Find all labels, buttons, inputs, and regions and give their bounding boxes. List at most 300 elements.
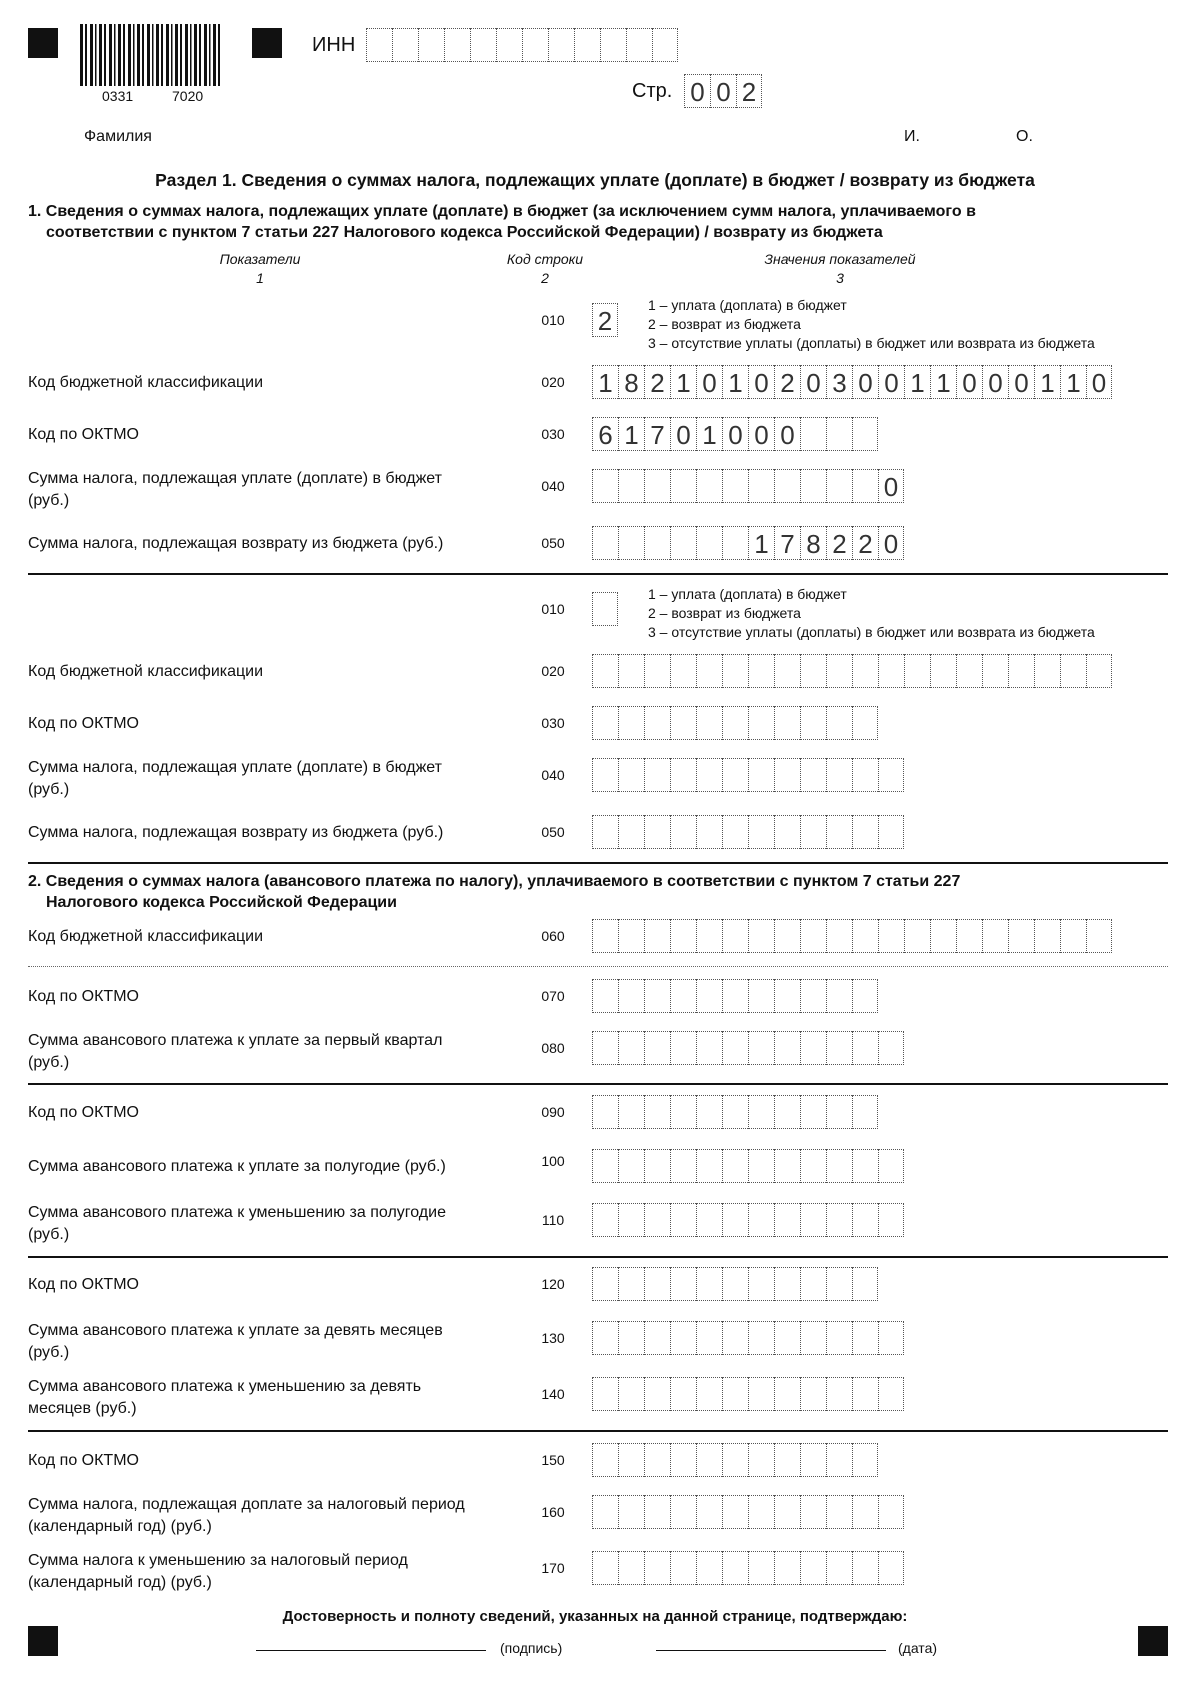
advance-half-year-field-cell[interactable] <box>774 1149 800 1183</box>
oktmo-field-cell[interactable]: 0 <box>670 417 696 451</box>
tax-refund-field-cell[interactable] <box>618 526 644 560</box>
tax-payable-field-cell[interactable] <box>852 758 878 792</box>
advance-half-year-field-cell[interactable] <box>852 1149 878 1183</box>
kbk-field-cell[interactable] <box>826 654 852 688</box>
advance-q1-field-cell[interactable] <box>670 1031 696 1065</box>
tax-payable-field-cell[interactable] <box>748 758 774 792</box>
oktmo-field-cell[interactable]: 6 <box>592 417 618 451</box>
kbk-field-060-cell[interactable] <box>930 919 956 953</box>
oktmo-field-090-cell[interactable] <box>748 1095 774 1129</box>
kbk-field-060-cell[interactable] <box>826 919 852 953</box>
oktmo-field-070-cell[interactable] <box>826 979 852 1013</box>
kbk-field-060-cell[interactable] <box>800 919 826 953</box>
tax-refund-field-cell[interactable] <box>722 815 748 849</box>
advance-half-year-decrease-field-cell[interactable] <box>800 1203 826 1237</box>
tax-payable-field-cell[interactable] <box>670 758 696 792</box>
kbk-field-060-cell[interactable] <box>644 919 670 953</box>
tax-payable-field[interactable] <box>592 758 904 792</box>
oktmo-field-150-cell[interactable] <box>618 1443 644 1477</box>
kbk-field-060-cell[interactable] <box>1086 919 1112 953</box>
advance-9m-decrease-field-cell[interactable] <box>774 1377 800 1411</box>
kbk-field-cell[interactable]: 1 <box>1034 365 1060 399</box>
oktmo-field-cell[interactable] <box>618 706 644 740</box>
advance-half-year-field[interactable] <box>592 1149 904 1183</box>
advance-9m-decrease-field-cell[interactable] <box>644 1377 670 1411</box>
tax-refund-field-cell[interactable]: 7 <box>774 526 800 560</box>
advance-half-year-decrease-field-cell[interactable] <box>722 1203 748 1237</box>
advance-half-year-decrease-field-cell[interactable] <box>852 1203 878 1237</box>
kbk-field-cell[interactable]: 0 <box>1008 365 1034 399</box>
signature-line[interactable] <box>256 1650 486 1651</box>
kbk-field-060-cell[interactable] <box>592 919 618 953</box>
oktmo-field-120-cell[interactable] <box>852 1267 878 1301</box>
oktmo-field-070-cell[interactable] <box>696 979 722 1013</box>
advance-9m-decrease-field-cell[interactable] <box>670 1377 696 1411</box>
oktmo-field-070-cell[interactable] <box>618 979 644 1013</box>
kbk-field-cell[interactable] <box>1086 654 1112 688</box>
tax-payable-field-cell[interactable] <box>722 469 748 503</box>
oktmo-field-150-cell[interactable] <box>644 1443 670 1477</box>
oktmo-field-090-cell[interactable] <box>696 1095 722 1129</box>
oktmo-field-120-cell[interactable] <box>748 1267 774 1301</box>
tax-refund-field-cell[interactable] <box>670 815 696 849</box>
oktmo-field-cell[interactable] <box>644 706 670 740</box>
tax-decrease-year-field-cell[interactable] <box>748 1551 774 1585</box>
kbk-field-cell[interactable] <box>904 654 930 688</box>
advance-half-year-decrease-field-cell[interactable] <box>618 1203 644 1237</box>
oktmo-field-120-cell[interactable] <box>800 1267 826 1301</box>
advance-q1-field-cell[interactable] <box>774 1031 800 1065</box>
kbk-field-cell[interactable] <box>1060 654 1086 688</box>
tax-decrease-year-field-cell[interactable] <box>722 1551 748 1585</box>
oktmo-field-120-cell[interactable] <box>644 1267 670 1301</box>
oktmo-field-120-cell[interactable] <box>826 1267 852 1301</box>
inn-field-cell[interactable] <box>574 28 600 62</box>
tax-decrease-year-field-cell[interactable] <box>644 1551 670 1585</box>
oktmo-field-cell[interactable]: 0 <box>748 417 774 451</box>
tax-refund-field-cell[interactable] <box>644 526 670 560</box>
oktmo-field-090-cell[interactable] <box>592 1095 618 1129</box>
oktmo-field-090-cell[interactable] <box>670 1095 696 1129</box>
oktmo-field-cell[interactable] <box>774 706 800 740</box>
advance-half-year-field-cell[interactable] <box>748 1149 774 1183</box>
tax-additional-year-field-cell[interactable] <box>774 1495 800 1529</box>
tax-payable-field-cell[interactable] <box>800 758 826 792</box>
oktmo-field-150-cell[interactable] <box>748 1443 774 1477</box>
kbk-field-cell[interactable]: 0 <box>800 365 826 399</box>
oktmo-field-150-cell[interactable] <box>800 1443 826 1477</box>
inn-field-cell[interactable] <box>626 28 652 62</box>
kbk-field-cell[interactable] <box>748 654 774 688</box>
advance-9m-decrease-field-cell[interactable] <box>800 1377 826 1411</box>
advance-9m-decrease-field[interactable] <box>592 1377 904 1411</box>
tax-refund-field-cell[interactable] <box>774 815 800 849</box>
tax-payable-field-cell[interactable] <box>722 758 748 792</box>
oktmo-field-150-cell[interactable] <box>670 1443 696 1477</box>
kbk-field-060-cell[interactable] <box>1008 919 1034 953</box>
inn-field-cell[interactable] <box>600 28 626 62</box>
payment-type-field-cell[interactable]: 2 <box>592 303 618 337</box>
tax-refund-field-cell[interactable]: 2 <box>826 526 852 560</box>
kbk-field-cell[interactable] <box>852 654 878 688</box>
oktmo-field[interactable] <box>592 417 878 451</box>
tax-payable-field-cell[interactable] <box>592 469 618 503</box>
oktmo-field-cell[interactable] <box>826 706 852 740</box>
tax-payable-field[interactable] <box>592 469 904 503</box>
advance-half-year-field-cell[interactable] <box>826 1149 852 1183</box>
oktmo-field-090-cell[interactable] <box>722 1095 748 1129</box>
kbk-field-cell[interactable]: 1 <box>722 365 748 399</box>
oktmo-field-120-cell[interactable] <box>618 1267 644 1301</box>
inn-field-cell[interactable] <box>392 28 418 62</box>
oktmo-field-150-cell[interactable] <box>592 1443 618 1477</box>
kbk-field-cell[interactable]: 1 <box>1060 365 1086 399</box>
tax-additional-year-field-cell[interactable] <box>722 1495 748 1529</box>
advance-9m-decrease-field-cell[interactable] <box>878 1377 904 1411</box>
kbk-field-cell[interactable]: 1 <box>670 365 696 399</box>
kbk-field-cell[interactable]: 2 <box>644 365 670 399</box>
tax-additional-year-field-cell[interactable] <box>618 1495 644 1529</box>
tax-decrease-year-field-cell[interactable] <box>618 1551 644 1585</box>
tax-refund-field[interactable] <box>592 526 904 560</box>
kbk-field-060-cell[interactable] <box>774 919 800 953</box>
kbk-field-cell[interactable] <box>644 654 670 688</box>
advance-q1-field-cell[interactable] <box>826 1031 852 1065</box>
oktmo-field-070-cell[interactable] <box>592 979 618 1013</box>
payment-type-field-cell[interactable] <box>592 592 618 626</box>
advance-half-year-field-cell[interactable] <box>722 1149 748 1183</box>
kbk-field-060-cell[interactable] <box>982 919 1008 953</box>
inn-field-cell[interactable] <box>444 28 470 62</box>
advance-q1-field-cell[interactable] <box>696 1031 722 1065</box>
tax-payable-field-cell[interactable] <box>696 469 722 503</box>
oktmo-field-070-cell[interactable] <box>722 979 748 1013</box>
oktmo-field-cell[interactable] <box>696 706 722 740</box>
inn-field-cell[interactable] <box>522 28 548 62</box>
kbk-field-cell[interactable] <box>1008 654 1034 688</box>
tax-additional-year-field-cell[interactable] <box>852 1495 878 1529</box>
oktmo-field-090-cell[interactable] <box>852 1095 878 1129</box>
tax-refund-field-cell[interactable] <box>722 526 748 560</box>
kbk-field-060-cell[interactable] <box>748 919 774 953</box>
advance-9m-field-cell[interactable] <box>592 1321 618 1355</box>
kbk-field-060-cell[interactable] <box>956 919 982 953</box>
kbk-field-cell[interactable] <box>982 654 1008 688</box>
kbk-field-060-cell[interactable] <box>618 919 644 953</box>
tax-payable-field-cell[interactable] <box>774 469 800 503</box>
kbk-field-060-cell[interactable] <box>696 919 722 953</box>
kbk-field-cell[interactable] <box>878 654 904 688</box>
oktmo-field-070-cell[interactable] <box>774 979 800 1013</box>
oktmo-field-cell[interactable]: 0 <box>722 417 748 451</box>
oktmo-field-150-cell[interactable] <box>722 1443 748 1477</box>
advance-half-year-decrease-field-cell[interactable] <box>592 1203 618 1237</box>
tax-refund-field[interactable] <box>592 815 904 849</box>
advance-9m-decrease-field-cell[interactable] <box>696 1377 722 1411</box>
kbk-field-060-cell[interactable] <box>904 919 930 953</box>
tax-payable-field-cell[interactable] <box>774 758 800 792</box>
inn-field-cell[interactable] <box>418 28 444 62</box>
oktmo-field-cell[interactable] <box>826 417 852 451</box>
oktmo-field-150-cell[interactable] <box>852 1443 878 1477</box>
advance-q1-field-cell[interactable] <box>878 1031 904 1065</box>
advance-q1-field-cell[interactable] <box>748 1031 774 1065</box>
oktmo-field-070[interactable] <box>592 979 878 1013</box>
advance-9m-decrease-field-cell[interactable] <box>852 1377 878 1411</box>
oktmo-field-cell[interactable] <box>748 706 774 740</box>
tax-decrease-year-field-cell[interactable] <box>670 1551 696 1585</box>
oktmo-field-120-cell[interactable] <box>774 1267 800 1301</box>
advance-9m-field-cell[interactable] <box>878 1321 904 1355</box>
tax-refund-field-cell[interactable]: 0 <box>878 526 904 560</box>
advance-half-year-field-cell[interactable] <box>592 1149 618 1183</box>
tax-decrease-year-label-line2: (календарный год) (руб.) <box>28 1574 212 1591</box>
oktmo-field-cell[interactable] <box>800 417 826 451</box>
inn-field-cell[interactable] <box>366 28 392 62</box>
kbk-field-cell[interactable]: 3 <box>826 365 852 399</box>
inn-field[interactable] <box>366 28 678 62</box>
tax-refund-field-cell[interactable] <box>618 815 644 849</box>
kbk-field-cell[interactable]: 0 <box>696 365 722 399</box>
tax-payable-field-cell[interactable] <box>592 758 618 792</box>
tax-additional-year-field-cell[interactable] <box>696 1495 722 1529</box>
tax-additional-year-field-cell[interactable] <box>826 1495 852 1529</box>
oktmo-field[interactable] <box>592 706 878 740</box>
advance-q1-field-cell[interactable] <box>644 1031 670 1065</box>
oktmo-field-090-cell[interactable] <box>618 1095 644 1129</box>
oktmo-field-090[interactable] <box>592 1095 878 1129</box>
kbk-field-cell[interactable]: 2 <box>774 365 800 399</box>
oktmo-field-cell[interactable] <box>670 706 696 740</box>
tax-payable-field-cell[interactable] <box>618 469 644 503</box>
oktmo-field-120-cell[interactable] <box>722 1267 748 1301</box>
advance-q1-field-cell[interactable] <box>852 1031 878 1065</box>
advance-half-year-field-cell[interactable] <box>644 1149 670 1183</box>
page-number-field <box>684 74 762 108</box>
tax-decrease-year-field-cell[interactable] <box>696 1551 722 1585</box>
tax-refund-field-cell[interactable] <box>826 815 852 849</box>
tax-additional-year-field-cell[interactable] <box>670 1495 696 1529</box>
oktmo-field-120[interactable] <box>592 1267 878 1301</box>
tax-payable-field-cell[interactable] <box>878 758 904 792</box>
tax-additional-year-field-cell[interactable] <box>878 1495 904 1529</box>
advance-half-year-decrease-field-cell[interactable] <box>696 1203 722 1237</box>
kbk-field-cell[interactable] <box>670 654 696 688</box>
tax-payable-field-cell[interactable]: 0 <box>878 469 904 503</box>
oktmo-field-070-cell[interactable] <box>800 979 826 1013</box>
advance-q1-field[interactable] <box>592 1031 904 1065</box>
inn-field-cell[interactable] <box>470 28 496 62</box>
advance-q1-field-cell[interactable] <box>800 1031 826 1065</box>
tax-decrease-year-field-cell[interactable] <box>774 1551 800 1585</box>
tax-refund-field-cell[interactable] <box>592 526 618 560</box>
oktmo-field-070-cell[interactable] <box>670 979 696 1013</box>
tax-refund-field-cell[interactable] <box>592 815 618 849</box>
tax-additional-year-field-cell[interactable] <box>644 1495 670 1529</box>
oktmo-field-cell[interactable] <box>800 706 826 740</box>
advance-9m-field-cell[interactable] <box>618 1321 644 1355</box>
tax-payable-field-cell[interactable] <box>852 469 878 503</box>
advance-9m-field-cell[interactable] <box>696 1321 722 1355</box>
tax-refund-field-cell[interactable] <box>644 815 670 849</box>
kbk-field-cell[interactable] <box>722 654 748 688</box>
tax-decrease-year-field[interactable] <box>592 1551 904 1585</box>
advance-9m-field-cell[interactable] <box>722 1321 748 1355</box>
advance-9m-decrease-field-cell[interactable] <box>618 1377 644 1411</box>
tax-additional-year-field-cell[interactable] <box>748 1495 774 1529</box>
tax-refund-field-cell[interactable]: 2 <box>852 526 878 560</box>
date-line[interactable] <box>656 1650 886 1651</box>
advance-half-year-decrease-field-cell[interactable] <box>878 1203 904 1237</box>
advance-9m-decrease-field-cell[interactable] <box>722 1377 748 1411</box>
kbk-field-060-cell[interactable] <box>852 919 878 953</box>
oktmo-field-cell[interactable] <box>722 706 748 740</box>
kbk-field[interactable] <box>592 365 1112 399</box>
oktmo-field-150-cell[interactable] <box>826 1443 852 1477</box>
advance-9m-field-cell[interactable] <box>644 1321 670 1355</box>
oktmo-field-120-cell[interactable] <box>670 1267 696 1301</box>
part2-title-line2: Налогового кодекса Российской Федерации <box>46 894 397 911</box>
kbk-field-cell[interactable] <box>1034 654 1060 688</box>
kbk-field[interactable] <box>592 654 1112 688</box>
advance-half-year-decrease-field-cell[interactable] <box>644 1203 670 1237</box>
kbk-field-cell[interactable]: 0 <box>852 365 878 399</box>
tax-payable-field-cell[interactable] <box>670 469 696 503</box>
tax-refund-field-cell[interactable] <box>852 815 878 849</box>
kbk-field-cell[interactable]: 1 <box>904 365 930 399</box>
advance-half-year-decrease-field-cell[interactable] <box>670 1203 696 1237</box>
tax-refund-field-cell[interactable] <box>696 526 722 560</box>
tax-decrease-year-field-cell[interactable] <box>852 1551 878 1585</box>
oktmo-field-cell[interactable]: 1 <box>618 417 644 451</box>
tax-refund-field-cell[interactable] <box>696 815 722 849</box>
oktmo-field-090-cell[interactable] <box>644 1095 670 1129</box>
kbk-field-060-cell[interactable] <box>1060 919 1086 953</box>
kbk-field-cell[interactable] <box>696 654 722 688</box>
oktmo-field-090-cell[interactable] <box>826 1095 852 1129</box>
kbk-field-cell[interactable] <box>774 654 800 688</box>
advance-half-year-field-cell[interactable] <box>670 1149 696 1183</box>
tax-payable-field-cell[interactable] <box>800 469 826 503</box>
kbk-field-060-cell[interactable] <box>670 919 696 953</box>
kbk-field-cell[interactable]: 0 <box>956 365 982 399</box>
tax-payable-field-cell[interactable] <box>826 469 852 503</box>
kbk-field-060[interactable] <box>592 919 1112 953</box>
advance-half-year-field-cell[interactable] <box>878 1149 904 1183</box>
advance-half-year-field-cell[interactable] <box>696 1149 722 1183</box>
kbk-field-cell[interactable] <box>618 654 644 688</box>
inn-field-cell[interactable] <box>496 28 522 62</box>
tax-payable-field-cell[interactable] <box>644 758 670 792</box>
kbk-field-cell[interactable]: 1 <box>930 365 956 399</box>
tax-decrease-year-field-cell[interactable] <box>826 1551 852 1585</box>
oktmo-field-150[interactable] <box>592 1443 878 1477</box>
payment-type-field[interactable] <box>592 303 618 337</box>
advance-q1-field-cell[interactable] <box>618 1031 644 1065</box>
kbk-field-cell[interactable] <box>592 654 618 688</box>
advance-q1-field-cell[interactable] <box>592 1031 618 1065</box>
advance-9m-field-cell[interactable] <box>852 1321 878 1355</box>
advance-9m-field-cell[interactable] <box>800 1321 826 1355</box>
tax-additional-year-field-cell[interactable] <box>800 1495 826 1529</box>
oktmo-field-cell[interactable]: 1 <box>696 417 722 451</box>
oktmo-field-070-cell[interactable] <box>644 979 670 1013</box>
tax-decrease-year-field-cell[interactable] <box>800 1551 826 1585</box>
oktmo-field-120-cell[interactable] <box>592 1267 618 1301</box>
tax-refund-field-cell[interactable] <box>878 815 904 849</box>
tax-payable-field-cell[interactable] <box>696 758 722 792</box>
advance-9m-field-cell[interactable] <box>826 1321 852 1355</box>
tax-refund-field-cell[interactable]: 1 <box>748 526 774 560</box>
advance-half-year-decrease-field-cell[interactable] <box>774 1203 800 1237</box>
advance-half-year-decrease-field[interactable] <box>592 1203 904 1237</box>
tax-refund-field-cell[interactable]: 8 <box>800 526 826 560</box>
tax-decrease-year-field-cell[interactable] <box>592 1551 618 1585</box>
payment-type-field[interactable] <box>592 592 618 626</box>
tax-payable-field-cell[interactable] <box>826 758 852 792</box>
oktmo-field-150-cell[interactable] <box>774 1443 800 1477</box>
inn-field-cell[interactable] <box>652 28 678 62</box>
oktmo-field-cell[interactable] <box>852 417 878 451</box>
tax-refund-field-cell[interactable] <box>800 815 826 849</box>
advance-half-year-decrease-field-cell[interactable] <box>748 1203 774 1237</box>
oktmo-field-070-cell[interactable] <box>852 979 878 1013</box>
kbk-field-060-cell[interactable] <box>878 919 904 953</box>
tax-payable-field-cell[interactable] <box>644 469 670 503</box>
oktmo-field-150-cell[interactable] <box>696 1443 722 1477</box>
oktmo-field-120-cell[interactable] <box>696 1267 722 1301</box>
kbk-field-060-cell[interactable] <box>1034 919 1060 953</box>
tax-refund-field-cell[interactable] <box>748 815 774 849</box>
advance-9m-field-cell[interactable] <box>774 1321 800 1355</box>
advance-q1-field-cell[interactable] <box>722 1031 748 1065</box>
oktmo-field-cell[interactable]: 7 <box>644 417 670 451</box>
advance-half-year-decrease-field-cell[interactable] <box>826 1203 852 1237</box>
advance-9m-field-cell[interactable] <box>670 1321 696 1355</box>
tax-refund-field-cell[interactable] <box>670 526 696 560</box>
oktmo-field-cell[interactable] <box>592 706 618 740</box>
oktmo-field-070-cell[interactable] <box>748 979 774 1013</box>
kbk-field-cell[interactable]: 0 <box>1086 365 1112 399</box>
kbk-field-cell[interactable]: 8 <box>618 365 644 399</box>
kbk-field-cell[interactable]: 0 <box>982 365 1008 399</box>
oktmo-field-cell[interactable] <box>852 706 878 740</box>
advance-9m-field[interactable] <box>592 1321 904 1355</box>
oktmo-field-090-cell[interactable] <box>800 1095 826 1129</box>
advance-half-year-field-cell[interactable] <box>618 1149 644 1183</box>
kbk-field-060-cell[interactable] <box>722 919 748 953</box>
tax-payable-field-cell[interactable] <box>748 469 774 503</box>
tax-additional-year-field[interactable] <box>592 1495 904 1529</box>
advance-9m-decrease-field-cell[interactable] <box>592 1377 618 1411</box>
advance-half-year-field-cell[interactable] <box>800 1149 826 1183</box>
advance-9m-decrease-field-cell[interactable] <box>826 1377 852 1411</box>
inn-field-cell[interactable] <box>548 28 574 62</box>
kbk-field-cell[interactable] <box>930 654 956 688</box>
oktmo-field-cell[interactable]: 0 <box>774 417 800 451</box>
tax-decrease-year-field-cell[interactable] <box>878 1551 904 1585</box>
tax-payable-field-cell[interactable] <box>618 758 644 792</box>
kbk-field-cell[interactable]: 1 <box>592 365 618 399</box>
kbk-field-cell[interactable] <box>800 654 826 688</box>
oktmo-field-090-cell[interactable] <box>774 1095 800 1129</box>
kbk-field-cell[interactable] <box>956 654 982 688</box>
kbk-field-cell[interactable]: 0 <box>878 365 904 399</box>
tax-additional-year-field-cell[interactable] <box>592 1495 618 1529</box>
kbk-field-cell[interactable]: 0 <box>748 365 774 399</box>
advance-9m-field-cell[interactable] <box>748 1321 774 1355</box>
advance-9m-decrease-field-cell[interactable] <box>748 1377 774 1411</box>
